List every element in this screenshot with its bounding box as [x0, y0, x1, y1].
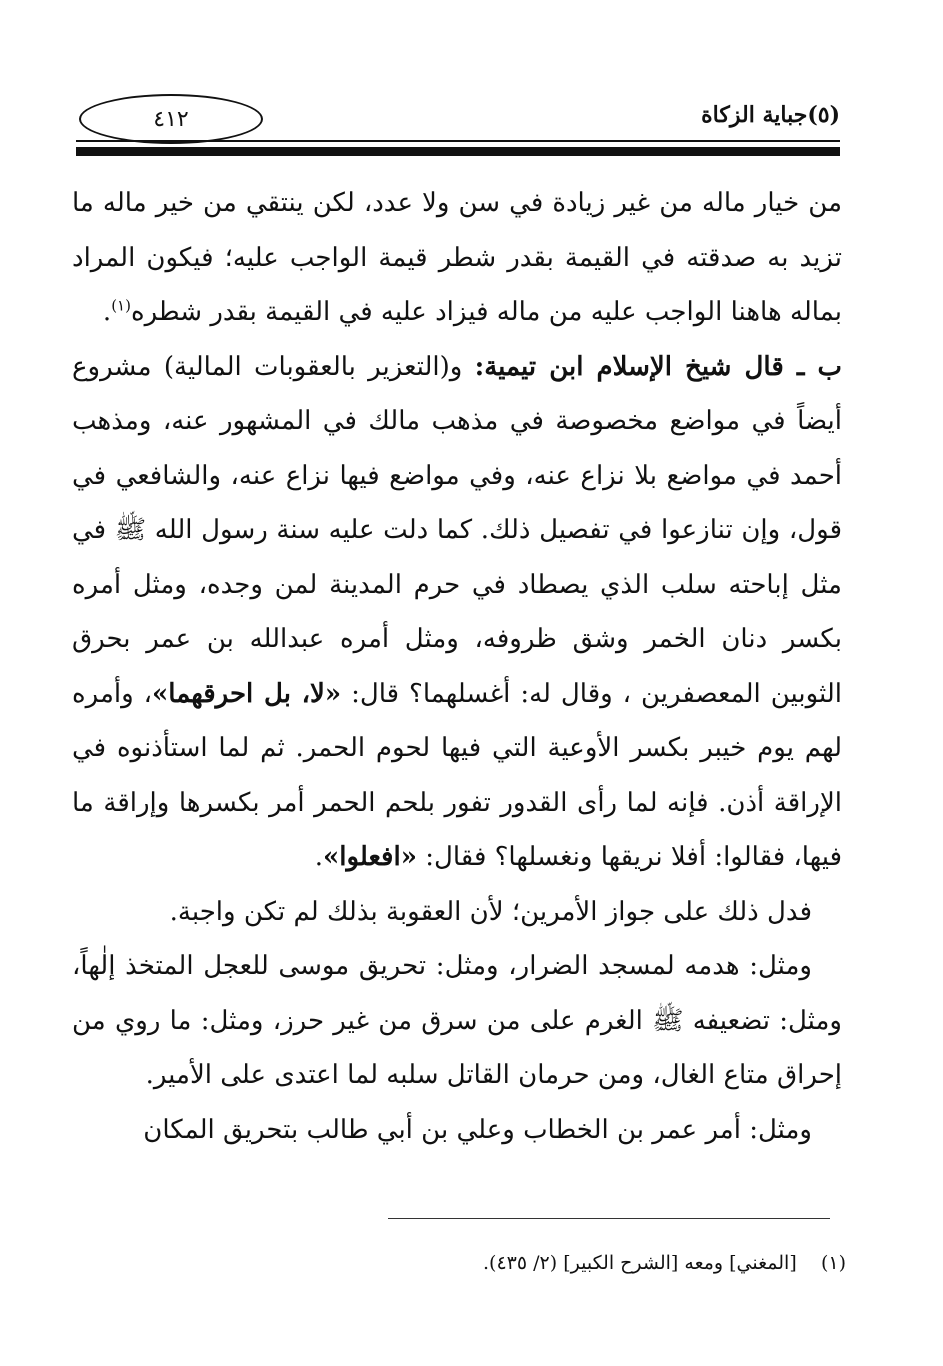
- section-heading: ب ـ قال شيخ الإسلام ابن تيمية:: [474, 351, 842, 382]
- footnote: [300, 1252, 846, 1274]
- footnote-text: [المغني] ومعه [الشرح الكبير] (٢/ ٤٣٥).: [483, 1252, 797, 1274]
- paragraph-4: ومثل: هدمه لمسجد الضرار، ومثل: تحريق موسى للعجل المتخذ إلٰهاً، ومثل: تضعيفه ﷺ الغرم على من سرق من غير حرز، ومثل: ما روي من إحراق متاع الغال، ومن حرمان القاتل سلبه لما اعتدى على الأمير.: [72, 951, 842, 1090]
- paragraph-5: ومثل: أمر عمر بن الخطاب وعلي بن أبي طالب بتحريق المكان: [143, 1114, 812, 1145]
- header-rule-thick: [76, 147, 840, 156]
- hadith-quote: «افعلوا»: [322, 842, 417, 872]
- header-rule-thin: [76, 140, 840, 142]
- hadith-quote: «لا، بل احرقهما»: [152, 678, 342, 709]
- page-header: [76, 92, 840, 162]
- page-number: ٤١٢: [79, 94, 263, 144]
- main-text: [72, 176, 842, 1157]
- paragraph-2: ب ـ قال شيخ الإسلام ابن تيمية: و(التعزير بالعقوبات المالية) مشروع أيضاً في مواضع مخصوصة في مذهب مالك في المشهور عنه، ومذهب أحمد في مواضع بلا نزاع عنه، وفي مواضع فيها نزاع عنه، والشافعي في قول، وإن تنازعوا في تفصيل ذلك. كما دلت عليه سنة رسول الله ﷺ في مثل إباحته سلب الذي يصطاد في حرم المدينة لمن وجده، ومثل أمره بكسر دنان الخمر وشق ظروفه، ومثل أمره عبدالله بن عمر بحرق الثوبين المعصفرين ، وقال له: أغسلهما؟ قال: «لا، بل احرقهما»، وأمره لهم يوم خيبر بكسر الأوعية التي فيها لحوم الحمر. ثم لما استأذنوه في الإراقة أذن. فإنه لما رأى القدور تفور بلحم الحمر أمر بكسرها وإراقة ما فيها، فقالوا: أفلا نريقها ونغسلها؟ فقال: «افعلوا».: [72, 351, 842, 872]
- running-title: (٥)جباية الزكاة: [701, 102, 840, 128]
- footnote-number: (١): [820, 1252, 846, 1274]
- paragraph-1: من خيار ماله من غير زيادة في سن ولا عدد، لكن ينتقي من خير ماله ما تزيد به صدقته في القيمة بقدر شطر قيمة الواجب عليه؛ فيكون المراد بماله هاهنا الواجب عليه من ماله فيزاد عليه في القيمة بقدر شطره$^{(١)}$.: [72, 188, 842, 327]
- paragraph-3: فدل ذلك على جواز الأمرين؛ لأن العقوبة بذلك لم تكن واجبة.: [169, 896, 812, 927]
- footnote-ref: (١): [111, 296, 131, 315]
- footnote-separator: [388, 1218, 830, 1219]
